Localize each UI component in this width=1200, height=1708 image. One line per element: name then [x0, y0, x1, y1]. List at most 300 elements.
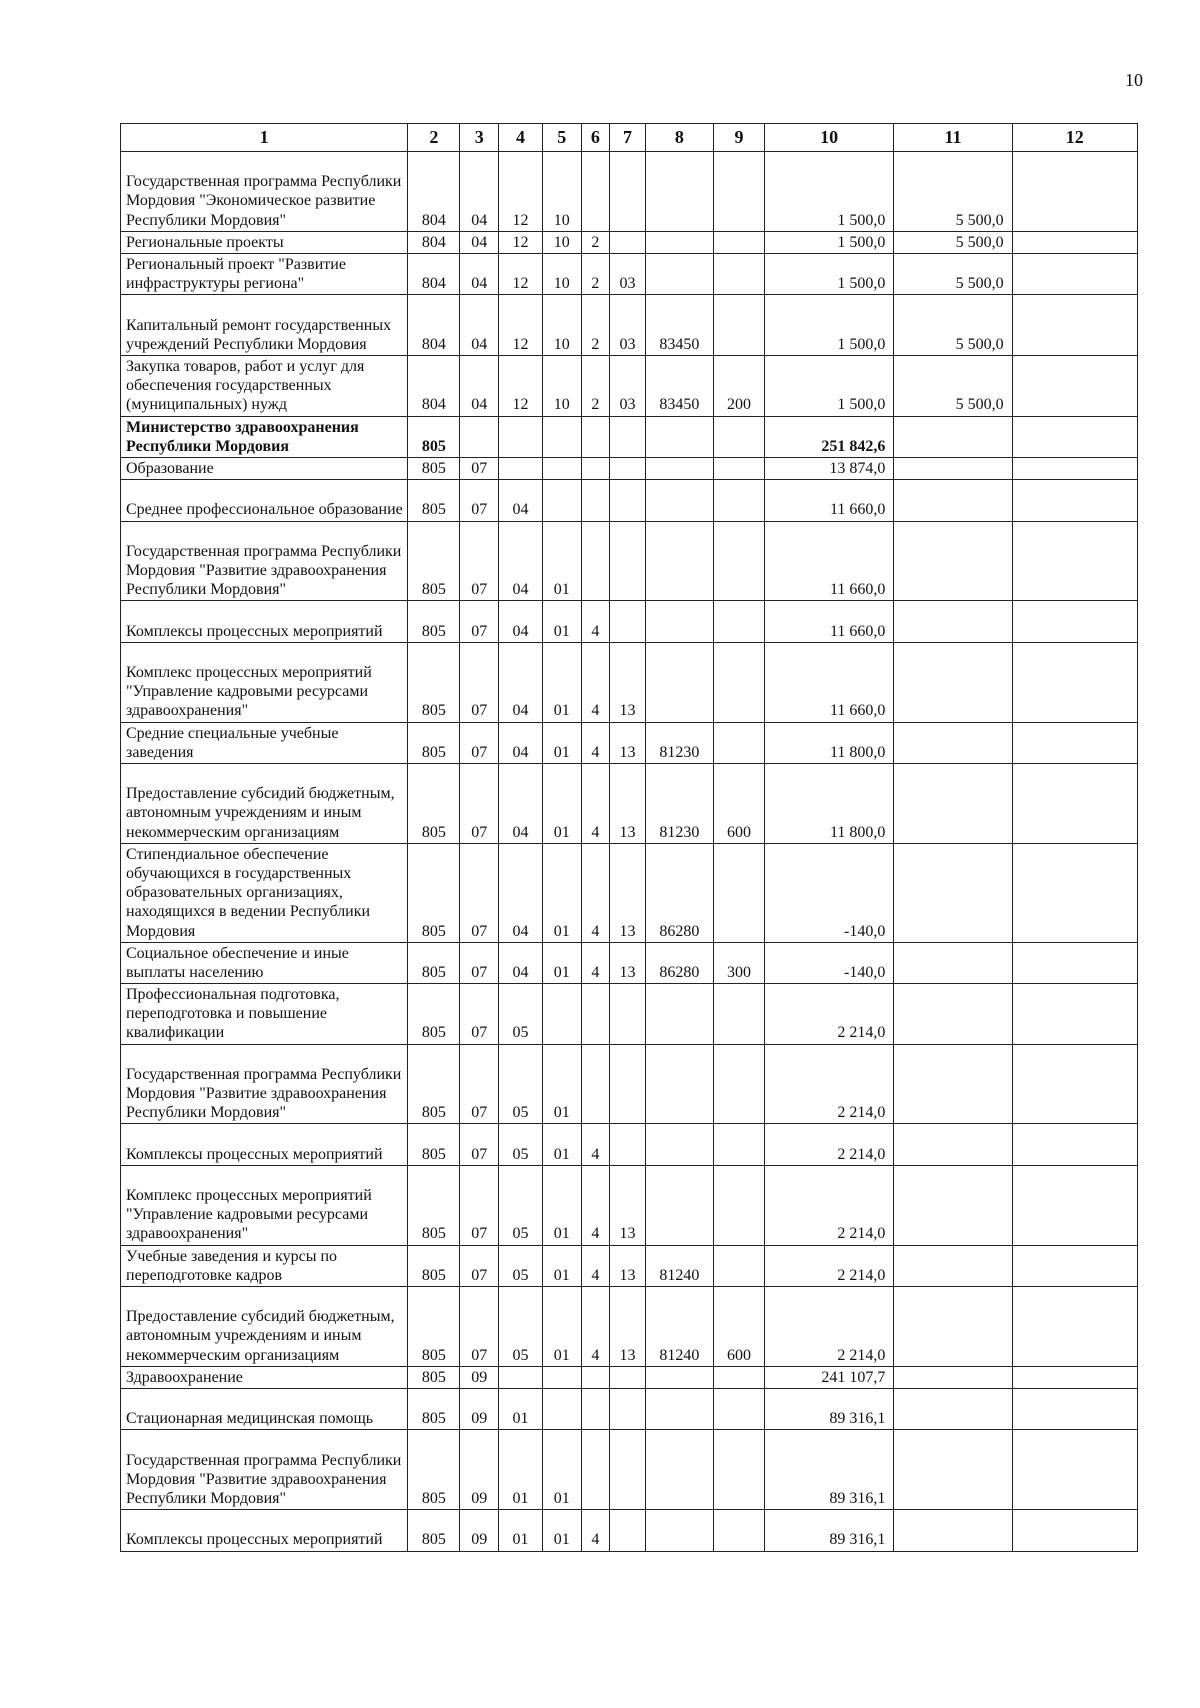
- cell-subprogram-code: 13: [610, 1165, 646, 1245]
- cell-subsection-code: 04: [499, 942, 543, 983]
- cell-amount-col11: 5 500,0: [894, 355, 1012, 416]
- cell-expense-type-code: 600: [714, 1287, 765, 1367]
- cell-program-code: 01: [542, 521, 581, 601]
- cell-subprogram-code: [610, 1510, 646, 1551]
- cell-section-code: 07: [460, 480, 499, 521]
- cell-ministry-code: 805: [408, 843, 460, 942]
- cell-direction-code: [645, 601, 713, 642]
- table-row: [121, 1430, 1138, 1510]
- cell-section-code: 07: [460, 521, 499, 601]
- cell-amount-col12: [1012, 1430, 1137, 1510]
- cell-subprogram-code: [610, 152, 646, 232]
- table-body: [121, 152, 1138, 1552]
- cell-amount-col12: [1012, 253, 1137, 294]
- cell-amount-col11: 5 500,0: [894, 152, 1012, 232]
- cell-amount-col12: [1012, 942, 1137, 983]
- cell-amount-col12: [1012, 355, 1137, 416]
- table-row: [121, 521, 1138, 601]
- cell-direction-code: [645, 1510, 713, 1551]
- cell-amount-col10: 2 214,0: [764, 1245, 893, 1286]
- cell-subsection-code: 05: [499, 1044, 543, 1124]
- cell-subsection-code: 04: [499, 763, 543, 843]
- cell-program-code: 01: [542, 642, 581, 722]
- cell-expense-type-code: [714, 1510, 765, 1551]
- cell-amount-col11: 5 500,0: [894, 295, 1012, 356]
- cell-type-code: [581, 416, 610, 457]
- table-row: [121, 253, 1138, 294]
- cell-amount-col10: 11 660,0: [764, 480, 893, 521]
- cell-expense-type-code: [714, 416, 765, 457]
- cell-amount-col12: [1012, 1245, 1137, 1286]
- cell-section-code: 09: [460, 1366, 499, 1388]
- cell-direction-code: [645, 253, 713, 294]
- cell-type-code: [581, 1366, 610, 1388]
- cell-subprogram-code: [610, 1389, 646, 1430]
- cell-ministry-code: 805: [408, 1124, 460, 1165]
- cell-name: Социальное обеспечение и иные выплаты населению: [121, 942, 408, 983]
- cell-type-code: 4: [581, 1287, 610, 1367]
- cell-direction-code: 86280: [645, 942, 713, 983]
- cell-type-code: [581, 984, 610, 1045]
- cell-amount-col10: 2 214,0: [764, 1287, 893, 1367]
- column-header: 1: [121, 124, 408, 152]
- cell-name: Капитальный ремонт государственных учреждений Республики Мордовия: [121, 295, 408, 356]
- cell-type-code: 4: [581, 942, 610, 983]
- cell-amount-col11: [894, 416, 1012, 457]
- cell-amount-col10: 251 842,6: [764, 416, 893, 457]
- table-row: [121, 984, 1138, 1045]
- cell-name: Региональные проекты: [121, 231, 408, 253]
- cell-subprogram-code: [610, 457, 646, 479]
- cell-name: Среднее профессиональное образование: [121, 480, 408, 521]
- cell-expense-type-code: [714, 152, 765, 232]
- table-row: [121, 1044, 1138, 1124]
- cell-amount-col10: 1 500,0: [764, 231, 893, 253]
- cell-direction-code: [645, 1430, 713, 1510]
- cell-name: Средние специальные учебные заведения: [121, 722, 408, 763]
- cell-type-code: [581, 521, 610, 601]
- cell-type-code: [581, 457, 610, 479]
- cell-name: Предоставление субсидий бюджетным, автономным учреждениям и иным некоммерческим организациям: [121, 763, 408, 843]
- cell-ministry-code: 805: [408, 722, 460, 763]
- cell-amount-col12: [1012, 1510, 1137, 1551]
- cell-program-code: [542, 457, 581, 479]
- cell-amount-col11: [894, 1510, 1012, 1551]
- cell-expense-type-code: [714, 1245, 765, 1286]
- cell-amount-col11: [894, 480, 1012, 521]
- cell-type-code: 4: [581, 1165, 610, 1245]
- cell-subsection-code: 01: [499, 1389, 543, 1430]
- cell-subprogram-code: [610, 521, 646, 601]
- page-number: 10: [1125, 70, 1143, 90]
- cell-type-code: [581, 1044, 610, 1124]
- table-row: [121, 295, 1138, 356]
- cell-ministry-code: 804: [408, 231, 460, 253]
- cell-subprogram-code: 13: [610, 642, 646, 722]
- cell-section-code: 04: [460, 295, 499, 356]
- cell-direction-code: 83450: [645, 355, 713, 416]
- cell-ministry-code: 805: [408, 1510, 460, 1551]
- cell-type-code: [581, 1430, 610, 1510]
- cell-amount-col12: [1012, 1124, 1137, 1165]
- table-row: [121, 1124, 1138, 1165]
- cell-direction-code: 81230: [645, 722, 713, 763]
- cell-subsection-code: [499, 457, 543, 479]
- cell-expense-type-code: [714, 457, 765, 479]
- cell-amount-col10: 11 660,0: [764, 601, 893, 642]
- cell-ministry-code: 805: [408, 642, 460, 722]
- cell-expense-type-code: [714, 1389, 765, 1430]
- cell-ministry-code: 805: [408, 984, 460, 1045]
- cell-amount-col12: [1012, 231, 1137, 253]
- cell-amount-col11: [894, 1165, 1012, 1245]
- cell-amount-col10: 2 214,0: [764, 984, 893, 1045]
- cell-direction-code: 83450: [645, 295, 713, 356]
- cell-amount-col10: 89 316,1: [764, 1430, 893, 1510]
- cell-name: Учебные заведения и курсы по переподготовке кадров: [121, 1245, 408, 1286]
- column-header: 3: [460, 124, 499, 152]
- table-row: [121, 1287, 1138, 1367]
- cell-direction-code: [645, 1044, 713, 1124]
- table-row: [121, 416, 1138, 457]
- cell-amount-col10: -140,0: [764, 942, 893, 983]
- cell-expense-type-code: [714, 253, 765, 294]
- cell-amount-col11: [894, 722, 1012, 763]
- cell-amount-col12: [1012, 601, 1137, 642]
- cell-name: Комплексы процессных мероприятий: [121, 601, 408, 642]
- cell-subprogram-code: 03: [610, 355, 646, 416]
- cell-subsection-code: 05: [499, 984, 543, 1045]
- cell-amount-col10: 89 316,1: [764, 1389, 893, 1430]
- cell-amount-col12: [1012, 1366, 1137, 1388]
- table-row: [121, 152, 1138, 232]
- cell-ministry-code: 804: [408, 295, 460, 356]
- cell-section-code: 07: [460, 1165, 499, 1245]
- cell-subsection-code: [499, 416, 543, 457]
- cell-program-code: 01: [542, 1124, 581, 1165]
- table-row: [121, 231, 1138, 253]
- cell-program-code: 01: [542, 1430, 581, 1510]
- cell-section-code: 04: [460, 253, 499, 294]
- cell-amount-col10: 1 500,0: [764, 295, 893, 356]
- cell-amount-col12: [1012, 843, 1137, 942]
- cell-direction-code: [645, 416, 713, 457]
- cell-type-code: [581, 480, 610, 521]
- cell-subprogram-code: 13: [610, 942, 646, 983]
- cell-amount-col12: [1012, 1287, 1137, 1367]
- cell-name: Профессиональная подготовка, переподготовка и повышение квалификации: [121, 984, 408, 1045]
- cell-name: Государственная программа Республики Мордовия "Экономическое развитие Республики Мордовия": [121, 152, 408, 232]
- cell-amount-col12: [1012, 457, 1137, 479]
- cell-amount-col10: 11 800,0: [764, 722, 893, 763]
- cell-type-code: 2: [581, 295, 610, 356]
- cell-ministry-code: 805: [408, 1366, 460, 1388]
- cell-name: Комплексы процессных мероприятий: [121, 1510, 408, 1551]
- cell-section-code: 07: [460, 457, 499, 479]
- table-row: [121, 942, 1138, 983]
- cell-program-code: 10: [542, 355, 581, 416]
- cell-amount-col10: 2 214,0: [764, 1165, 893, 1245]
- cell-expense-type-code: [714, 642, 765, 722]
- table-row: [121, 480, 1138, 521]
- cell-section-code: 07: [460, 1124, 499, 1165]
- cell-subsection-code: 05: [499, 1287, 543, 1367]
- cell-subsection-code: [499, 1366, 543, 1388]
- cell-amount-col11: 5 500,0: [894, 253, 1012, 294]
- cell-direction-code: [645, 1366, 713, 1388]
- cell-name: Стационарная медицинская помощь: [121, 1389, 408, 1430]
- cell-name: Региональный проект "Развитие инфраструктуры региона": [121, 253, 408, 294]
- table-row: [121, 722, 1138, 763]
- column-header: 4: [499, 124, 543, 152]
- cell-subsection-code: 04: [499, 843, 543, 942]
- table-row: [121, 1510, 1138, 1551]
- cell-direction-code: [645, 521, 713, 601]
- cell-amount-col12: [1012, 1389, 1137, 1430]
- cell-amount-col12: [1012, 416, 1137, 457]
- cell-amount-col11: [894, 1044, 1012, 1124]
- cell-amount-col11: [894, 843, 1012, 942]
- cell-subprogram-code: [610, 1430, 646, 1510]
- cell-subsection-code: 04: [499, 642, 543, 722]
- cell-program-code: 10: [542, 231, 581, 253]
- cell-section-code: 04: [460, 231, 499, 253]
- column-header: 9: [714, 124, 765, 152]
- cell-section-code: 07: [460, 1044, 499, 1124]
- cell-section-code: 07: [460, 942, 499, 983]
- cell-type-code: 2: [581, 253, 610, 294]
- cell-amount-col11: [894, 642, 1012, 722]
- cell-amount-col10: 11 660,0: [764, 521, 893, 601]
- cell-program-code: 01: [542, 763, 581, 843]
- cell-subprogram-code: 13: [610, 1287, 646, 1367]
- table-row: [121, 601, 1138, 642]
- cell-subsection-code: 05: [499, 1245, 543, 1286]
- header-row: [121, 124, 1138, 152]
- cell-type-code: 4: [581, 1245, 610, 1286]
- cell-type-code: 4: [581, 1510, 610, 1551]
- table-row: [121, 843, 1138, 942]
- cell-type-code: 2: [581, 355, 610, 416]
- cell-subsection-code: 01: [499, 1510, 543, 1551]
- cell-amount-col11: [894, 1287, 1012, 1367]
- cell-program-code: 10: [542, 253, 581, 294]
- cell-program-code: 01: [542, 1245, 581, 1286]
- cell-type-code: 4: [581, 843, 610, 942]
- cell-expense-type-code: [714, 984, 765, 1045]
- cell-type-code: 4: [581, 1124, 610, 1165]
- cell-name: Комплекс процессных мероприятий "Управление кадровыми ресурсами здравоохранения": [121, 642, 408, 722]
- cell-subsection-code: 04: [499, 601, 543, 642]
- cell-program-code: 01: [542, 942, 581, 983]
- cell-amount-col11: [894, 1389, 1012, 1430]
- cell-ministry-code: 805: [408, 763, 460, 843]
- cell-type-code: 2: [581, 231, 610, 253]
- table-row: [121, 1366, 1138, 1388]
- column-header: 11: [894, 124, 1012, 152]
- cell-name: Стипендиальное обеспечение обучающихся в государственных образовательных организациях, находящихся в ведении Республики Мордовия: [121, 843, 408, 942]
- cell-ministry-code: 805: [408, 1165, 460, 1245]
- column-header: 2: [408, 124, 460, 152]
- cell-ministry-code: 805: [408, 942, 460, 983]
- cell-amount-col11: [894, 521, 1012, 601]
- cell-direction-code: [645, 231, 713, 253]
- cell-amount-col10: 89 316,1: [764, 1510, 893, 1551]
- cell-amount-col12: [1012, 642, 1137, 722]
- cell-direction-code: [645, 480, 713, 521]
- cell-program-code: 01: [542, 1044, 581, 1124]
- cell-amount-col11: [894, 457, 1012, 479]
- cell-amount-col12: [1012, 152, 1137, 232]
- cell-subprogram-code: 03: [610, 295, 646, 356]
- cell-subsection-code: 12: [499, 355, 543, 416]
- column-header: 5: [542, 124, 581, 152]
- cell-name: Предоставление субсидий бюджетным, автономным учреждениям и иным некоммерческим организациям: [121, 1287, 408, 1367]
- cell-section-code: 07: [460, 642, 499, 722]
- column-header: 8: [645, 124, 713, 152]
- cell-section-code: 09: [460, 1510, 499, 1551]
- cell-amount-col12: [1012, 984, 1137, 1045]
- cell-expense-type-code: [714, 480, 765, 521]
- cell-amount-col12: [1012, 521, 1137, 601]
- cell-expense-type-code: 200: [714, 355, 765, 416]
- cell-subsection-code: 05: [499, 1165, 543, 1245]
- cell-subprogram-code: 13: [610, 1245, 646, 1286]
- cell-direction-code: [645, 1389, 713, 1430]
- cell-amount-col11: [894, 984, 1012, 1045]
- cell-amount-col11: 5 500,0: [894, 231, 1012, 253]
- cell-program-code: 01: [542, 843, 581, 942]
- column-header: 12: [1012, 124, 1137, 152]
- cell-subsection-code: 04: [499, 480, 543, 521]
- cell-subprogram-code: [610, 984, 646, 1045]
- cell-amount-col10: 2 214,0: [764, 1124, 893, 1165]
- column-header: 10: [764, 124, 893, 152]
- cell-subprogram-code: 13: [610, 763, 646, 843]
- cell-section-code: 04: [460, 152, 499, 232]
- cell-program-code: [542, 1389, 581, 1430]
- cell-program-code: 01: [542, 601, 581, 642]
- cell-amount-col10: 1 500,0: [764, 355, 893, 416]
- cell-name: Комплексы процессных мероприятий: [121, 1124, 408, 1165]
- cell-amount-col10: 1 500,0: [764, 152, 893, 232]
- cell-ministry-code: 805: [408, 1430, 460, 1510]
- cell-type-code: 4: [581, 642, 610, 722]
- cell-type-code: 4: [581, 601, 610, 642]
- cell-amount-col11: [894, 1245, 1012, 1286]
- cell-subsection-code: 12: [499, 152, 543, 232]
- cell-direction-code: 81240: [645, 1287, 713, 1367]
- cell-amount-col10: 11 660,0: [764, 642, 893, 722]
- cell-name: Комплекс процессных мероприятий "Управление кадровыми ресурсами здравоохранения": [121, 1165, 408, 1245]
- cell-amount-col10: 11 800,0: [764, 763, 893, 843]
- cell-ministry-code: 805: [408, 1245, 460, 1286]
- cell-amount-col10: 2 214,0: [764, 1044, 893, 1124]
- cell-section-code: 09: [460, 1430, 499, 1510]
- cell-ministry-code: 805: [408, 457, 460, 479]
- cell-type-code: [581, 1389, 610, 1430]
- table-row: [121, 642, 1138, 722]
- cell-expense-type-code: [714, 1165, 765, 1245]
- cell-amount-col12: [1012, 763, 1137, 843]
- cell-name: Министерство здравоохранения Республики Мордовия: [121, 416, 408, 457]
- cell-program-code: 10: [542, 152, 581, 232]
- cell-amount-col10: -140,0: [764, 843, 893, 942]
- cell-name: Государственная программа Республики Мордовия "Развитие здравоохранения Республики Мордовия": [121, 1044, 408, 1124]
- cell-amount-col12: [1012, 722, 1137, 763]
- table-row: [121, 763, 1138, 843]
- cell-ministry-code: 805: [408, 1044, 460, 1124]
- cell-program-code: 01: [542, 722, 581, 763]
- cell-amount-col12: [1012, 1044, 1137, 1124]
- cell-program-code: [542, 480, 581, 521]
- cell-expense-type-code: [714, 722, 765, 763]
- cell-direction-code: 81240: [645, 1245, 713, 1286]
- budget-table: [120, 123, 1138, 1552]
- cell-direction-code: [645, 1124, 713, 1165]
- cell-expense-type-code: 600: [714, 763, 765, 843]
- cell-subprogram-code: 13: [610, 843, 646, 942]
- cell-ministry-code: 805: [408, 416, 460, 457]
- cell-direction-code: [645, 642, 713, 722]
- cell-section-code: 07: [460, 722, 499, 763]
- cell-amount-col12: [1012, 480, 1137, 521]
- cell-amount-col11: [894, 942, 1012, 983]
- cell-direction-code: [645, 1165, 713, 1245]
- cell-expense-type-code: [714, 1366, 765, 1388]
- cell-section-code: [460, 416, 499, 457]
- cell-amount-col11: [894, 1366, 1012, 1388]
- cell-program-code: [542, 1366, 581, 1388]
- cell-subsection-code: 12: [499, 295, 543, 356]
- cell-subprogram-code: 03: [610, 253, 646, 294]
- cell-expense-type-code: [714, 843, 765, 942]
- cell-direction-code: [645, 457, 713, 479]
- cell-subprogram-code: [610, 601, 646, 642]
- cell-ministry-code: 805: [408, 521, 460, 601]
- cell-ministry-code: 804: [408, 152, 460, 232]
- cell-subprogram-code: [610, 1366, 646, 1388]
- table-row: [121, 1165, 1138, 1245]
- cell-ministry-code: 804: [408, 253, 460, 294]
- cell-amount-col10: 1 500,0: [764, 253, 893, 294]
- cell-subsection-code: 12: [499, 231, 543, 253]
- table-row: [121, 457, 1138, 479]
- cell-expense-type-code: [714, 601, 765, 642]
- cell-section-code: 04: [460, 355, 499, 416]
- cell-amount-col11: [894, 1124, 1012, 1165]
- cell-type-code: 4: [581, 722, 610, 763]
- cell-name: Образование: [121, 457, 408, 479]
- cell-section-code: 07: [460, 763, 499, 843]
- cell-direction-code: [645, 984, 713, 1045]
- column-header: 6: [581, 124, 610, 152]
- cell-expense-type-code: [714, 1124, 765, 1165]
- cell-expense-type-code: [714, 1430, 765, 1510]
- cell-subprogram-code: [610, 416, 646, 457]
- table-row: [121, 1389, 1138, 1430]
- cell-program-code: 01: [542, 1510, 581, 1551]
- cell-name: Здравоохранение: [121, 1366, 408, 1388]
- cell-type-code: [581, 152, 610, 232]
- cell-subprogram-code: [610, 480, 646, 521]
- cell-program-code: 01: [542, 1287, 581, 1367]
- cell-section-code: 07: [460, 843, 499, 942]
- cell-amount-col10: 241 107,7: [764, 1366, 893, 1388]
- cell-subprogram-code: [610, 1124, 646, 1165]
- cell-subprogram-code: [610, 1044, 646, 1124]
- cell-ministry-code: 805: [408, 1389, 460, 1430]
